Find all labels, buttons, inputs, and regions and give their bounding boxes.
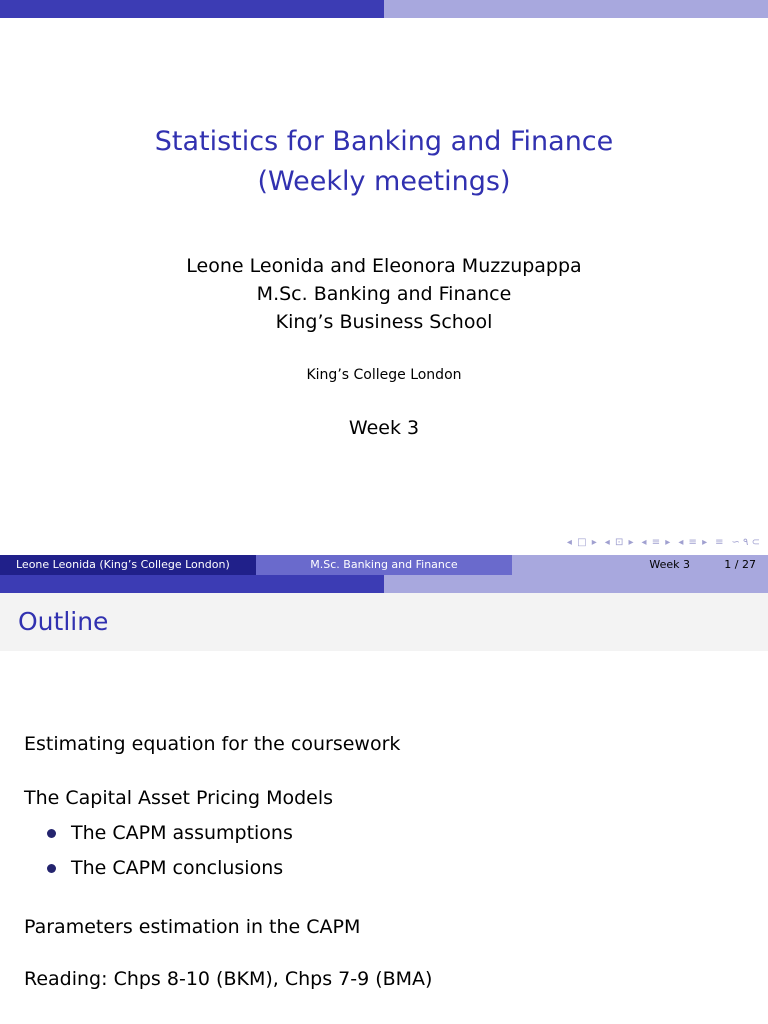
frame-title: Outline [0,593,768,651]
outline-item-4: Reading: Chps 8-10 (BKM), Chps 7-9 (BMA) [24,968,433,990]
nav-section-icon[interactable]: ◂ ≡ ▸ [678,537,709,548]
nav-document-icon[interactable]: ≡ [715,537,725,548]
headline-bar-2-left [0,575,384,593]
headline-bar-2-right [384,575,768,593]
outline-item-2: The Capital Asset Pricing Models [24,787,334,809]
authors: Leone Leonida and Eleonora Muzzupappa [186,255,582,277]
outline-item-3: Parameters estimation in the CAPM [24,916,361,938]
outline-subitem-2 [24,854,754,882]
headline-bar-2 [0,575,768,593]
nav-subsection-icon[interactable]: ◂ ≡ ▸ [641,537,672,548]
presentation-title [0,122,768,202]
outline-list [24,730,754,993]
nav-frame-icon[interactable]: ◂ ⊡ ▸ [604,537,635,548]
headline-bar [0,0,768,18]
author-block [0,252,768,336]
programme: M.Sc. Banking and Finance [256,283,512,305]
outline-subitem-1-text: The CAPM assumptions [71,822,293,844]
footline-author: Leone Leonida (King’s College London) [0,555,256,575]
nav-search-icon[interactable]: ∽ ۹ ⊂ [731,537,760,548]
date: Week 3 [348,417,420,439]
outline-item-1: Estimating equation for the coursework [24,733,401,755]
school: King’s Business School [275,311,493,333]
outline-subitem-1 [24,819,754,847]
footline-week: Week 3 [649,558,690,571]
footline-right [512,555,768,575]
title-line-2: (Weekly meetings) [257,166,511,197]
nav-slide-icon[interactable]: ◂ □ ▸ [566,537,598,548]
bullet-icon [47,829,56,838]
headline-bar-left [0,0,384,18]
navigation-symbols [567,537,760,548]
bullet-icon [47,864,56,873]
institute: King’s College London [306,367,462,383]
footline-programme: M.Sc. Banking and Finance [256,555,512,575]
page-number: 1 / 27 [724,558,756,571]
headline-bar-right [384,0,768,18]
outline-subitem-2-text: The CAPM conclusions [71,857,284,879]
footline [0,555,768,575]
title-line-1: Statistics for Banking and Finance [154,126,614,157]
